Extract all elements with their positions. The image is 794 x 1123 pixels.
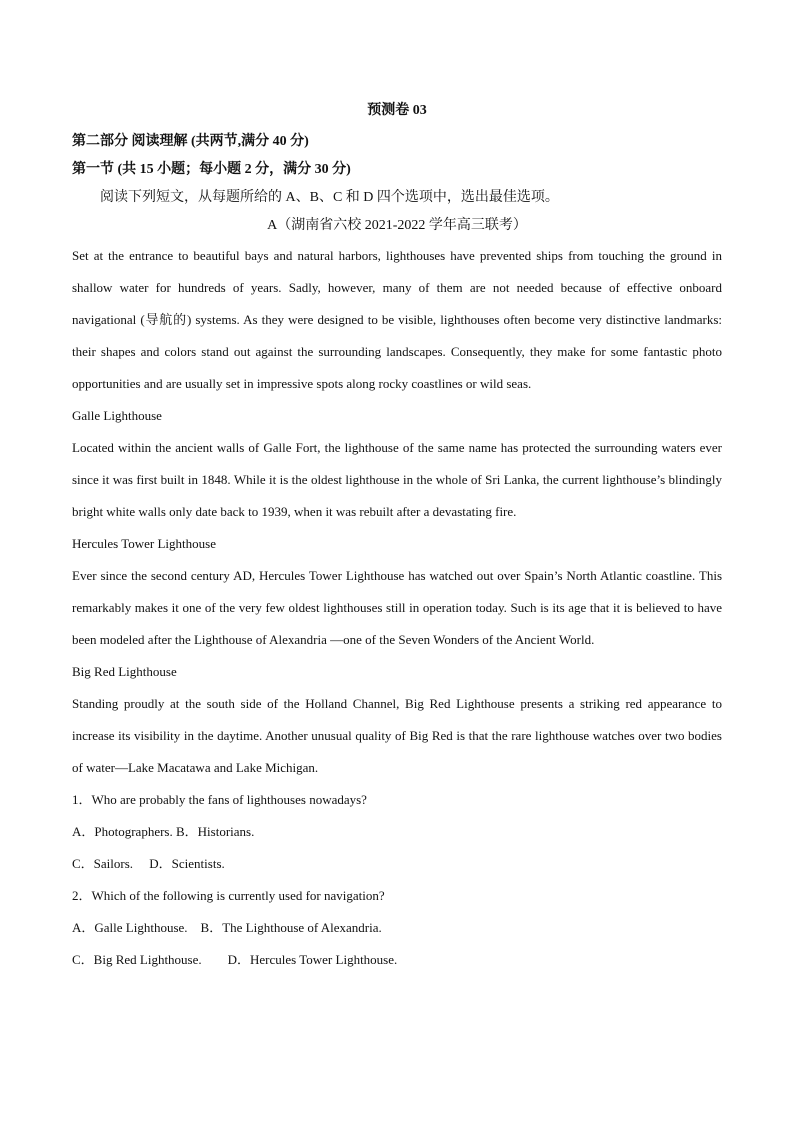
question-2-options-ab: A．Galle Lighthouse. B．The Lighthouse of Alexandria. (72, 920, 382, 935)
subheading-big-red: Big Red Lighthouse (72, 664, 177, 679)
question-2-stem: 2．Which of the following is currently used for navigation? (72, 888, 385, 903)
exam-page (72, 100, 722, 976)
instruction-text: 阅读下列短文，从每题所给的 A、B、C 和 D 四个选项中，选出最佳选项。 (100, 190, 559, 205)
part-heading: 第二部分 阅读理解 (共两节,满分 40 分) (72, 134, 309, 149)
paragraph-hercules: Ever since the second century AD, Hercules Tower Lighthouse has watched out over Spain’s North Atlantic coastline. This remarkably makes it one of the very few oldest lighthouses still in operation today. Such is its age that it is believed to have been modeled after the Lighthouse of Alexandria —one of the Seven Wonders of the Ancient World. (72, 568, 722, 647)
paragraph-galle: Located within the ancient walls of Galle Fort, the lighthouse of the same name has protected the surrounding waters ever since it was first built in 1848. While it is the oldest lighthouse in the whole of Sri Lanka, the current lighthouse’s blindingly bright white walls only date back to 1939, when it was rebuilt after a devastating fire. (72, 440, 722, 519)
question-1-options-ab: A．Photographers. B．Historians. (72, 824, 255, 839)
question-1-options-cd: C．Sailors. D．Scientists. (72, 856, 225, 871)
passage-intro: Set at the entrance to beautiful bays and natural harbors, lighthouses have prevented ships from touching the ground in shallow water for hundreds of years. Sadly, however, many of them are not needed because of effective onboard navigational (导航的) systems. As they were designed to be visible, lighthouses often become very distinctive landmarks: their shapes and colors stand out against the surrounding landscapes. Consequently, they make for some fantastic photo opportunities and are usually set in impressive spots along rocky coastlines or wild seas. (72, 248, 722, 391)
passage-label: A（湖南省六校 2021-2022 学年高三联考） (267, 218, 527, 233)
subheading-hercules: Hercules Tower Lighthouse (72, 536, 216, 551)
page-title: 预测卷 03 (367, 103, 427, 118)
question-1-stem: 1．Who are probably the fans of lighthouses nowadays? (72, 792, 367, 807)
subheading-galle: Galle Lighthouse (72, 408, 162, 423)
paragraph-big-red: Standing proudly at the south side of the Holland Channel, Big Red Lighthouse presents a striking red appearance to increase its visibility in the daytime. Another unusual quality of Big Red is that the rare lighthouse watches over two bodies of water—Lake Macatawa and Lake Michigan. (72, 696, 722, 775)
section-heading: 第一节 (共 15 小题；每小题 2 分，满分 30 分) (72, 162, 351, 177)
question-2-options-cd: C．Big Red Lighthouse. D．Hercules Tower Lighthouse. (72, 952, 398, 967)
